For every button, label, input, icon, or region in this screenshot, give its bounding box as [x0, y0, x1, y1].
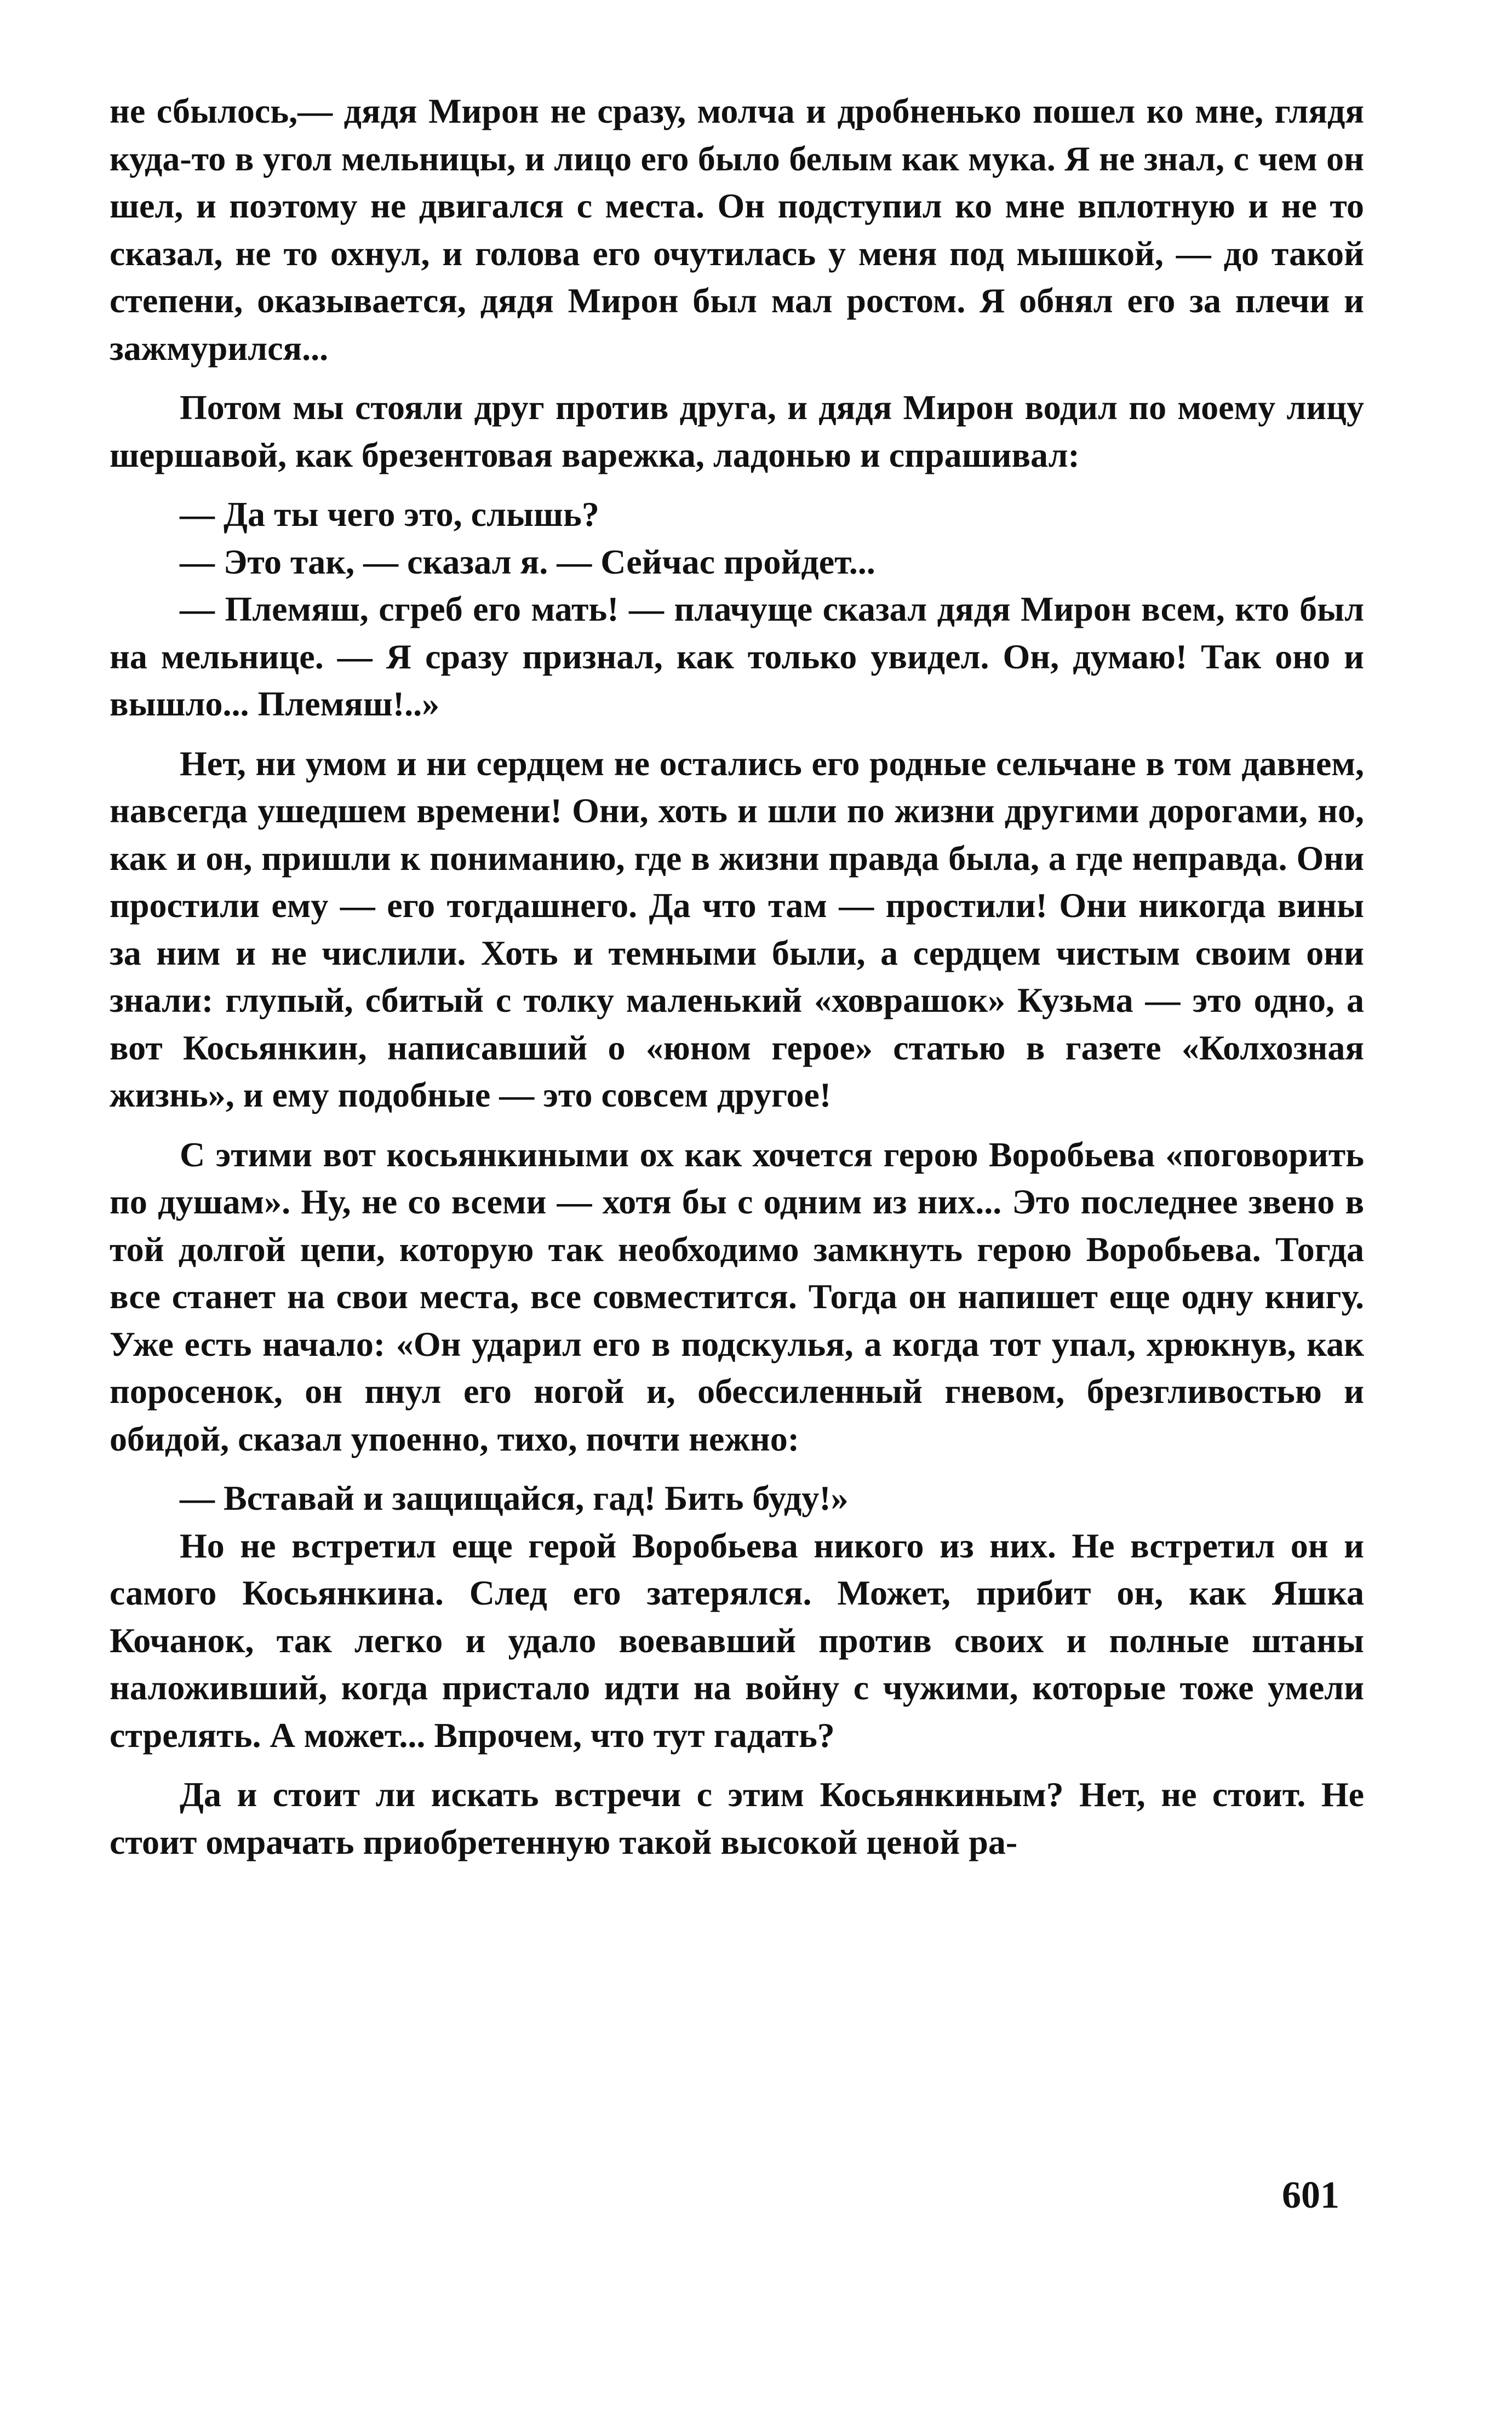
dialog-line-1: — Да ты чего это, слышь? — [180, 495, 599, 534]
dialog-line-2: — Это так, — сказал я. — Сейчас пройдет... — [180, 542, 875, 581]
paragraph-2: Потом мы стояли друг против друга, и дядя Мирон водил по моему лицу шершавой, как брезентовая варежка, ладонью и спрашивал: — [110, 388, 1364, 474]
paragraph-1: не сбылось,— дядя Мирон не сразу, молча и дробненько пошел ко мне, глядя куда-то в угол мельницы, и лицо его было белым как мука. Я не знал, с чем он шел, и поэтому не двигался с места. Он подступил ко мне вплотную и не то сказал, не то охнул, и голова его очутилась у меня под мышкой, — до такой степени, оказывается, дядя Мирон был мал ростом. Я обнял его за плечи и зажмурился... — [110, 91, 1364, 368]
dialog-line-3: — Племяш, сгреб его мать! — плачуще сказал дядя Мирон всем, кто был на мельнице. — Я сразу признал, как только увидел. Он, думаю! Так оно и вышло... Племяш!..» — [110, 589, 1364, 723]
paragraph-3: Нет, ни умом и ни сердцем не остались его родные сельчане в том давнем, навсегда ушедшем времени! Они, хоть и шли по жизни другими дорогами, но, как и он, пришли к пониманию, где в жизни правда была, а где неправда. Они простили ему — его тогдашнего. Да что там — простили! Они никогда вины за ним и не числили. Хоть и темными были, а сердцем чистым своим они знали: глупый, сбитый с толку маленький «ховрашок» Кузьма — это одно, а вот Косьянкин, написавший о «юном герое» статью в газете «Колхозная жизнь», и ему подобные — это совсем другое! — [110, 743, 1364, 1114]
paragraph-6: Да и стоит ли искать встречи с этим Косьянкиным? Нет, не стоит. Не стоит омрачать приобретенную такой высокой ценой ра- — [110, 1775, 1364, 1861]
page-body — [110, 88, 1364, 2323]
paragraph-4: С этими вот косьянкиными ох как хочется герою Воробьева «поговорить по душам». Ну, не со всеми — хотя бы с одним из них... Это последнее звено в той долгой цепи, которую так необходимо замкнуть герою Воробьева. Тогда все станет на свои места, все совместится. Тогда он напишет еще одну книгу. Уже есть начало: «Он ударил его в подскулья, а когда тот упал, хрюкнув, как поросенок, он пнул его ногой и, обессиленный гневом, брезгливостью и обидой, сказал упоенно, тихо, почти нежно: — [110, 1135, 1364, 1458]
paragraph-5: Но не встретил еще герой Воробьева никого из них. Не встретил он и самого Косьянкина. След его затерялся. Может, прибит он, как Яшка Кочанок, так легко и удало воевавший против своих и полные штаны наложивший, когда пристало идти на войну с чужими, которые тоже умели стрелять. А может... Впрочем, что тут гадать? — [110, 1526, 1364, 1755]
page-number: 601 — [1282, 2174, 1339, 2216]
dialog-line-4: — Вставай и защищайся, гад! Бить буду!» — [180, 1479, 849, 1517]
